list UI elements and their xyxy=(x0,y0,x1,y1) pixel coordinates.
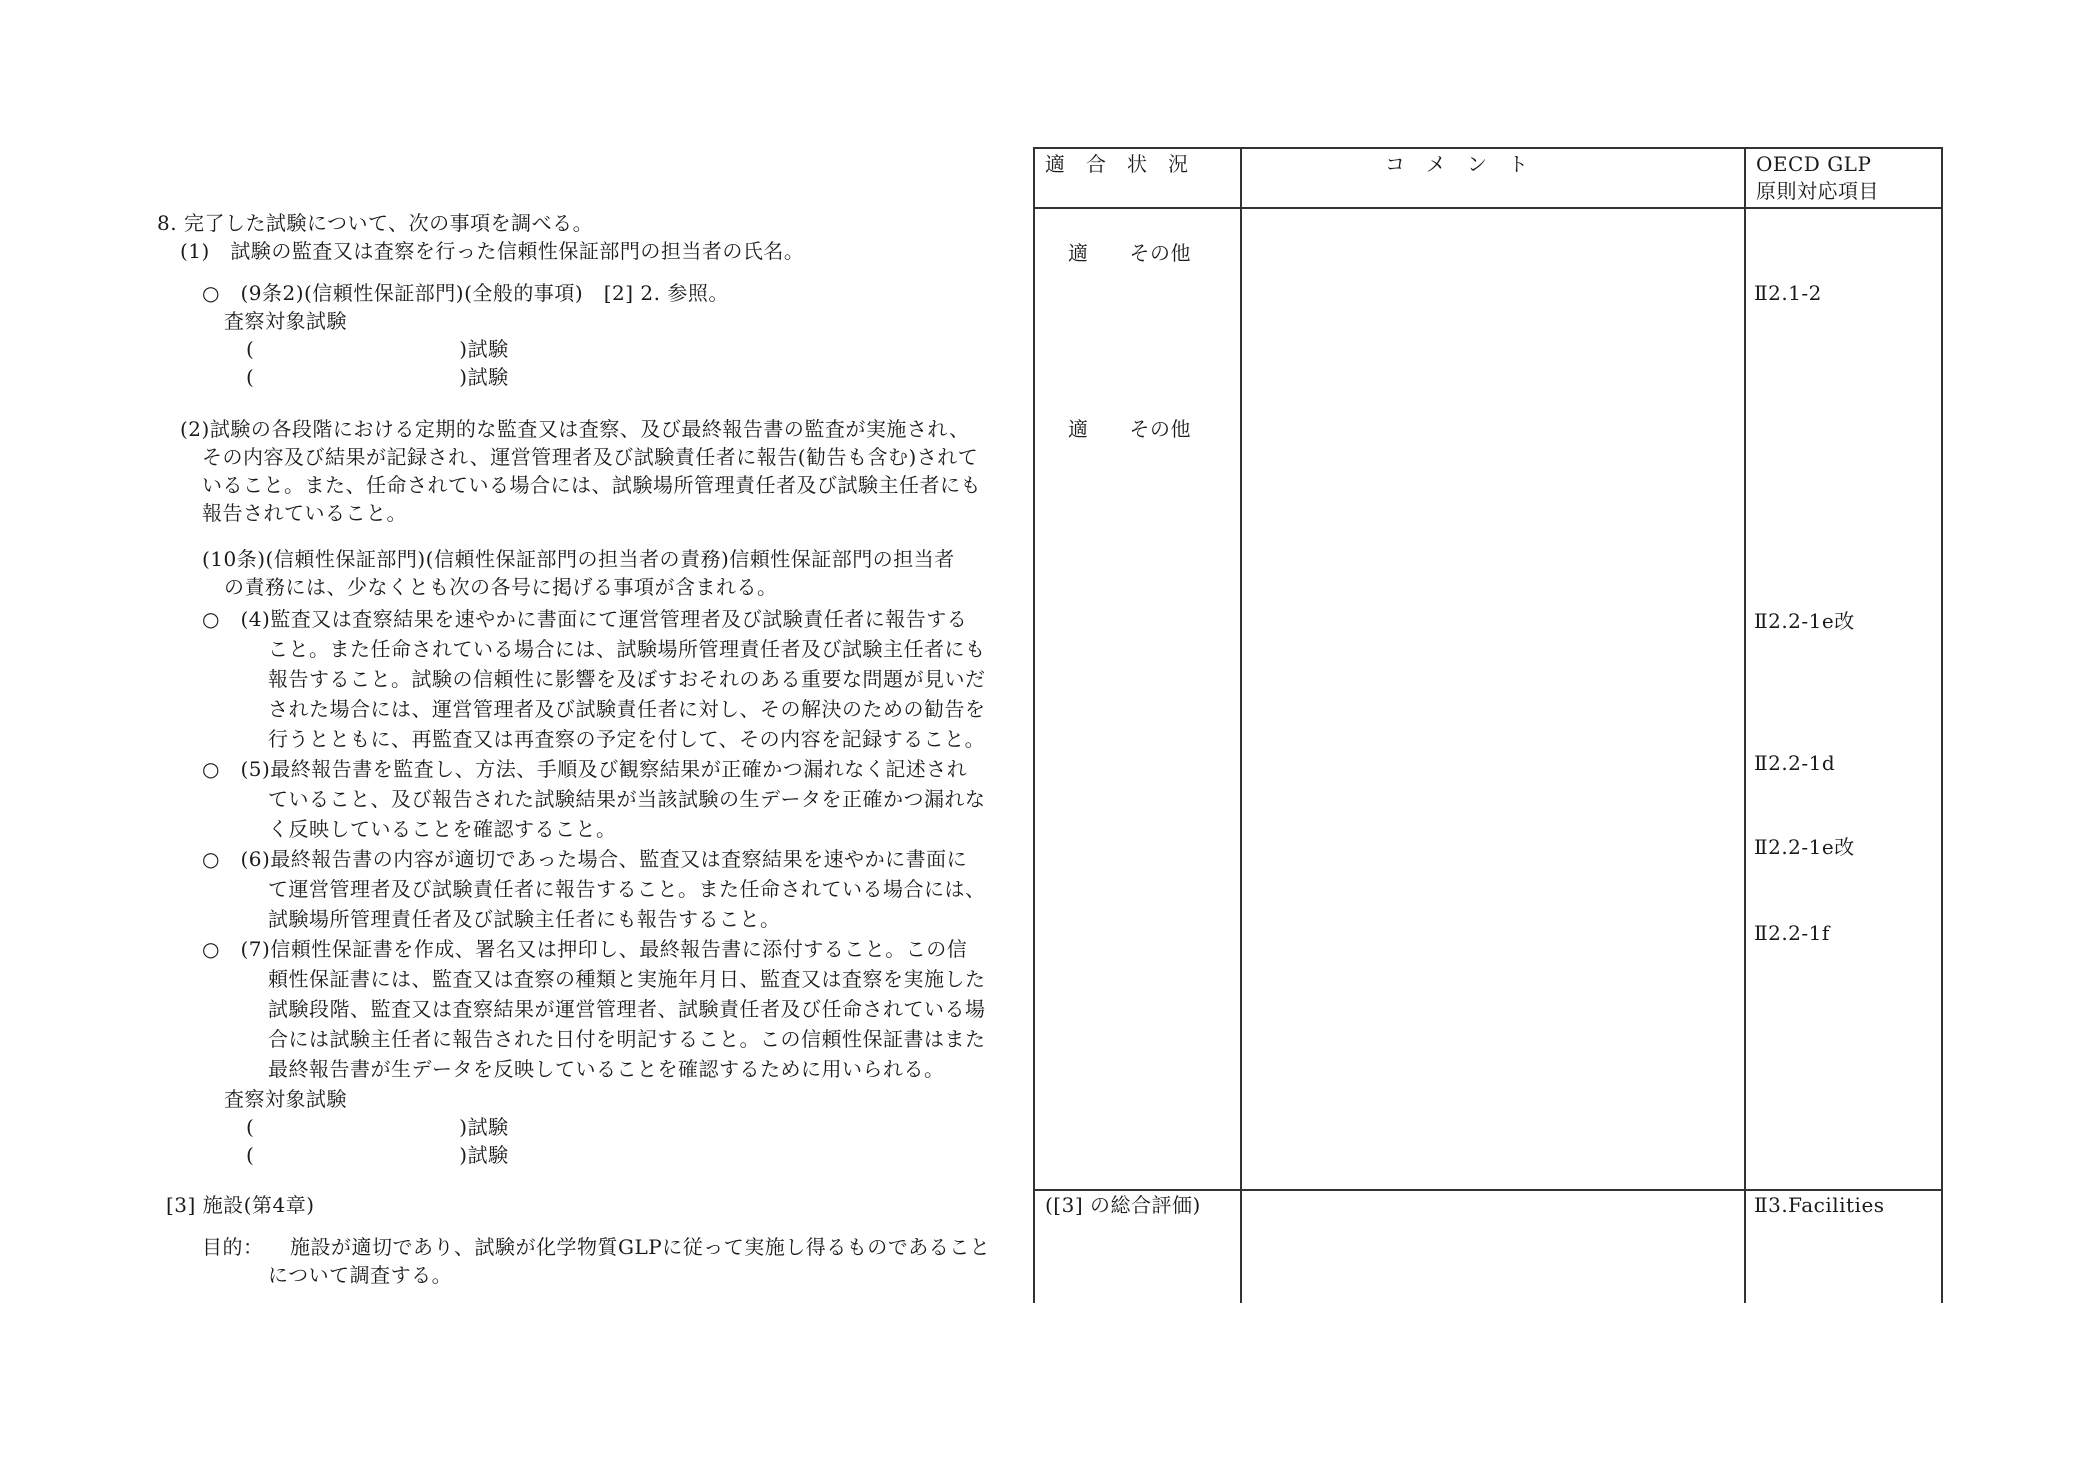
table-header-bottom-border xyxy=(1033,207,1943,209)
section3-oecd-ref: Ⅱ3.Facilities xyxy=(1754,1193,1885,1217)
item1-text: (1) 試験の監査又は査察を行った信頼性保証部門の担当者の氏名。 xyxy=(180,239,805,263)
item1-oecd-ref: Ⅱ2.1-2 xyxy=(1754,281,1822,305)
table-column-divider-1 xyxy=(1240,147,1242,1303)
sub4-line5: 行うとともに、再監査又は再査察の予定を付して、その内容を記録すること。 xyxy=(268,727,986,751)
sub5-line1: ○ (5)最終報告書を監査し、方法、手順及び観察結果が正確かつ漏れなく記述され xyxy=(202,757,968,781)
sub6-oecd-ref: Ⅱ2.2-1e改 xyxy=(1754,835,1855,859)
sub7-line5: 最終報告書が生データを反映していることを確認するために用いられる。 xyxy=(268,1057,945,1081)
sub4-oecd-ref: Ⅱ2.2-1e改 xyxy=(1754,609,1855,633)
table-left-border xyxy=(1033,147,1035,1303)
sub4-line1: ○ (4)監査又は査察結果を速やかに書面にて運営管理者及び試験責任者に報告する xyxy=(202,607,968,631)
sub7-line3: 試験段階、監査又は査察結果が運営管理者、試験責任者及び任命されている場 xyxy=(268,997,986,1021)
section3-heading: [3] 施設(第4章) xyxy=(166,1193,315,1217)
item1-target-line2: ( )試験 xyxy=(246,365,509,389)
item2-line4: 報告されていること。 xyxy=(202,501,407,525)
item2-line3: いること。また、任命されている場合には、試験場所管理責任者及び試験主任者にも xyxy=(202,473,981,497)
article10-line1: (10条)(信頼性保証部門)(信頼性保証部門の担当者の責務)信頼性保証部門の担当者 xyxy=(202,547,955,571)
sub5-line3: く反映していることを確認すること。 xyxy=(268,817,617,841)
sub4-line3: 報告すること。試験の信頼性に影響を及ぼすおそれのある重要な問題が見いだ xyxy=(268,667,986,691)
sub5-oecd-ref: Ⅱ2.2-1d xyxy=(1754,751,1836,775)
header-oecd-line1: OECD GLP xyxy=(1756,152,1872,176)
item2-target-label: 査察対象試験 xyxy=(224,1087,347,1111)
sub7-oecd-ref: Ⅱ2.2-1f xyxy=(1754,921,1830,945)
sub6-line3: 試験場所管理責任者及び試験主任者にも報告すること。 xyxy=(268,907,781,931)
sub7-line1: ○ (7)信頼性保証書を作成、署名又は押印し、最終報告書に添付すること。この信 xyxy=(202,937,968,961)
table-right-border xyxy=(1941,147,1943,1303)
sub7-line4: 合には試験主任者に報告された日付を明記すること。この信頼性保証書はまた xyxy=(268,1027,986,1051)
table-top-border xyxy=(1033,147,1943,149)
sub4-line2: こと。また任命されている場合には、試験場所管理責任者及び試験主任者にも xyxy=(268,637,986,661)
item1-target-label: 査察対象試験 xyxy=(224,309,347,333)
section3-purpose-label: 目的： xyxy=(202,1235,264,1259)
sub7-line2: 頼性保証書には、監査又は査察の種類と実施年月日、監査又は査察を実施した xyxy=(268,967,986,991)
section3-status: ([3] の総合評価) xyxy=(1045,1193,1201,1217)
header-comment: コ メ ン ト xyxy=(1385,152,1529,176)
sub6-line1: ○ (6)最終報告書の内容が適切であった場合、監査又は査察結果を速やかに書面に xyxy=(202,847,968,871)
article10-line2: の責務には、少なくとも次の各号に掲げる事項が含まれる。 xyxy=(224,575,778,599)
item1-target-line1: ( )試験 xyxy=(246,337,509,361)
section8-heading: 8. 完了した試験について、次の事項を調べる。 xyxy=(157,211,594,235)
item2-target-line1: ( )試験 xyxy=(246,1115,509,1139)
sub6-line2: て運営管理者及び試験責任者に報告すること。また任命されている場合には、 xyxy=(268,877,986,901)
item2-status: 適 その他 xyxy=(1068,417,1191,441)
header-oecd-line2: 原則対応項目 xyxy=(1756,179,1879,203)
section3-purpose-line1: 施設が適切であり、試験が化学物質GLPに従って実施し得るものであること xyxy=(290,1235,991,1259)
item1-ref-note: ○ (9条2)(信頼性保証部門)(全般的事項) [2] 2. 参照。 xyxy=(202,281,729,305)
item2-line2: その内容及び結果が記録され、運営管理者及び試験責任者に報告(勧告も含む)されて xyxy=(202,445,979,469)
item2-target-line2: ( )試験 xyxy=(246,1143,509,1167)
table-column-divider-2 xyxy=(1744,147,1746,1303)
item1-status: 適 その他 xyxy=(1068,241,1191,265)
header-compliance-status: 適 合 状 況 xyxy=(1045,152,1189,176)
sub4-line4: された場合には、運営管理者及び試験責任者に対し、その解決のための勧告を xyxy=(268,697,986,721)
item2-line1: (2)試験の各段階における定期的な監査又は査察、及び最終報告書の監査が実施され、 xyxy=(180,417,970,441)
section3-purpose-line2: について調査する。 xyxy=(268,1263,453,1287)
sub5-line2: ていること、及び報告された試験結果が当該試験の生データを正確かつ漏れな xyxy=(268,787,986,811)
